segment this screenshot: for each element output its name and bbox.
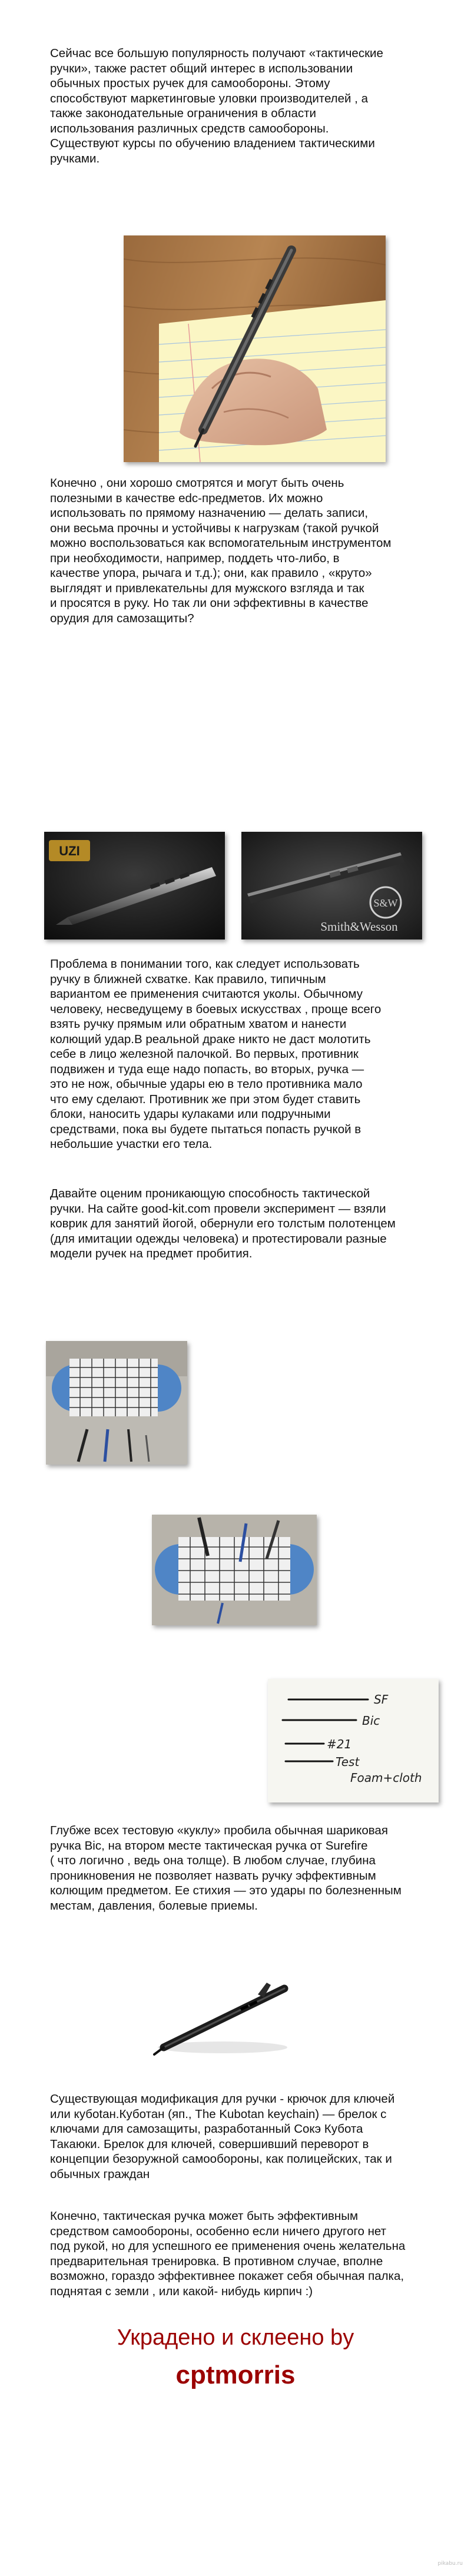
problem-paragraph: Проблема в понимании того, как следует использовать ручку в ближней схватке. Как правило, типичным вариантом ее применения считаются уколы. Обычному человеку, несведущему в боевых искусствах , проще всего взять ручку прямым или обратным хватом и нанести колющий удар.В реальной драке никто не даст молотить себе в лицо железной палочкой. Во первых, противник подвижен и туда еще надо попасть, во вторых, ручка — это не нож, обычные удары ею в тело противника мало что ему сделают. Противник же при этом будет ставить блоки, наносить удары кулаками или подручными средствами, пока вы будете пытаться попасть ручкой в небольшие участки его тела.	[50, 957, 382, 1151]
credit-author: cptmorris	[175, 2361, 296, 2389]
note-label-foam: Foam+cloth	[350, 1771, 422, 1785]
results-paragraph: Глубже всех тестовую «куклу» пробила обычная шариковая ручка Bic, на втором месте тактическая ручка от Surefire ( что логично , ведь она толще). В любом случае, глубина проникновения не позволяет назвать ручку эффективным колющим предметом. Ее стихия — это удары по болезненным местам, давления, болевые приемы.	[50, 1824, 402, 1913]
yoga-mat-pens-photo	[46, 1341, 187, 1465]
credit-line: Украдено и склеено by	[117, 2325, 354, 2350]
test-notes-photo	[268, 1679, 439, 1802]
note-label-bic: Bic	[362, 1714, 380, 1728]
note-label-sf: SF	[374, 1692, 389, 1707]
svg-text:S&W: S&W	[373, 897, 398, 909]
conclusion-paragraph: Конечно, тактическая ручка может быть эффективным средством самообороны, особенно если ничего другого нет под рукой, но для успешного ее применения очень желательна предварительная тренировка. В противном случае, вполне возможно, гораздо эффективнее покажет себя обычная палка, поднятая с земли , или какой- нибудь кирпич :)	[50, 2209, 406, 2298]
uzi-logo: UZI	[59, 844, 80, 858]
uzi-pen-photo	[44, 832, 225, 940]
kubotan-pen-photo	[146, 1965, 300, 2074]
edc-paragraph: Конечно , они хорошо смотрятся и могут быть очень полезными в качестве edc-предметов. Их можно использовать по прямому назначению — делать записи, они весьма прочны и устойчивы к нагрузкам (такой ручкой можно воспользоваться как вспомогательным инструментом при необходимости, например, поддеть что-либо, в качестве упора, рычага и т.д.); они, как правило , «круто» выглядят и привлекательны для мужского взгляда и так и просятся в руку. Но так ли они эффективны в качестве орудия для самозащиты?	[50, 476, 392, 625]
note-label-21: #21	[327, 1737, 352, 1751]
smith-wesson-pen-photo	[241, 832, 422, 940]
intro-paragraph: Сейчас все большую популярность получают «тактические ручки», также растет общий интерес в использовании обычных простых ручек для самообороны. Этому способствуют маркетинговые уловки производителей , а также законодательные ограничения в области использования различных средств самообороны. Существуют курсы по обучению владением тактическими ручками.	[50, 47, 383, 165]
note-label-test: Test	[336, 1755, 360, 1769]
mat-penetration-photo	[152, 1515, 317, 1625]
hand-writing-photo	[124, 235, 386, 462]
kubotan-paragraph: Существующая модификация для ручки - крючок для ключей или кубotaн.Куботан (яп., The Kubotan keychain) — брелок с ключами для самозащиты, разработанный Сокэ Кубота Такаюки. Брелок для ключей, совершивший переворот в концепции безоружной самообороны, как полицейских, так и обычных граждан	[50, 2092, 395, 2181]
experiment-paragraph: Давайте оценим проникающую способность тактической ручки. На сайте good-kit.com провели эксперимент — взяли коврик для занятий йогой, обернули его толстым полотенцем (для имитации одежды человека) и протестировали разные модели ручек на предмет пробития.	[50, 1187, 396, 1260]
site-watermark: pikabu.ru	[437, 2561, 463, 2567]
smith-wesson-logo: Smith&Wesson	[320, 919, 398, 934]
